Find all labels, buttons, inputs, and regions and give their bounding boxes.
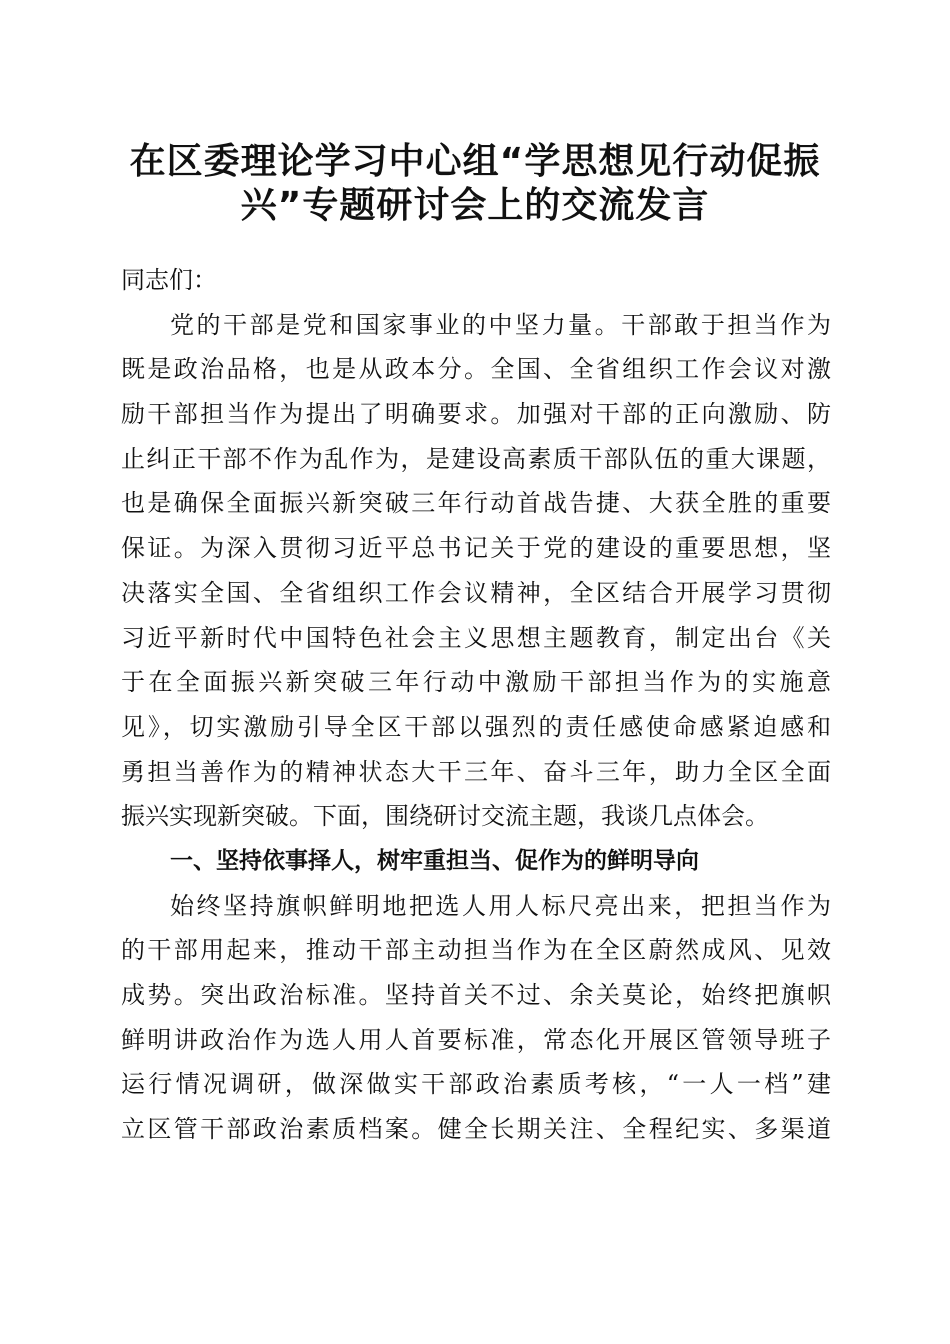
paragraph-line: 成势。突出政治标准。坚持首关不过、余关莫论，始终把旗帜 — [121, 981, 831, 1009]
paragraph-line: 鲜明讲政治作为选人用人首要标准，常态化开展区管领导班子 — [121, 1025, 831, 1054]
document-body — [121, 258, 831, 1152]
salutation: 同志们： — [121, 266, 217, 294]
document-title-line-1: 在区委理论学习中心组“学思想见行动促振 — [129, 141, 821, 182]
paragraph-line: 运行情况调研，做深做实干部政治素质考核，“一人一档”建 — [121, 1070, 831, 1099]
paragraph-line: 保证。为深入贯彻习近平总书记关于党的建设的重要思想，坚 — [121, 534, 831, 563]
paragraph-line: 振兴实现新突破。下面，围绕研讨交流主题，我谈几点体会。 — [121, 802, 769, 831]
paragraph-line: 立区管干部政治素质档案。健全长期关注、全程纪实、多渠道 — [121, 1115, 831, 1144]
paragraph-line: 的干部用起来，推动干部主动担当作为在全区蔚然成风、见效 — [121, 936, 831, 965]
paragraph-line: 决落实全国、全省组织工作会议精神，全区结合开展学习贯彻 — [121, 578, 831, 607]
paragraph-line: 于在全面振兴新突破三年行动中激励干部担当作为的实施意 — [121, 668, 831, 697]
paragraph-line: 始终坚持旗帜鲜明地把选人用人标尺亮出来，把担当作为 — [170, 891, 831, 920]
paragraph-line: 励干部担当作为提出了明确要求。加强对干部的正向激励、防 — [121, 400, 831, 429]
paragraph-line: 勇担当善作为的精神状态大干三年、奋斗三年，助力全区全面 — [121, 757, 831, 786]
paragraph-line: 止纠正干部不作为乱作为，是建设高素质干部队伍的重大课题， — [121, 444, 831, 473]
paragraph-line: 习近平新时代中国特色社会主义思想主题教育，制定出台《关 — [121, 623, 831, 652]
paragraph-line: 也是确保全面振兴新突破三年行动首战告捷、大获全胜的重要 — [121, 489, 831, 518]
section-heading: 一、坚持依事择人，树牢重担当、促作为的鲜明导向 — [170, 847, 699, 874]
paragraph-line: 党的干部是党和国家事业的中坚力量。干部敢于担当作为 — [170, 310, 831, 339]
paragraph-line: 见》，切实激励引导全区干部以强烈的责任感使命感紧迫感和 — [121, 712, 831, 741]
document-title-line-2: 兴”专题研讨会上的交流发言 — [240, 185, 710, 226]
paragraph-line: 既是政治品格，也是从政本分。全国、全省组织工作会议对激 — [121, 355, 831, 384]
